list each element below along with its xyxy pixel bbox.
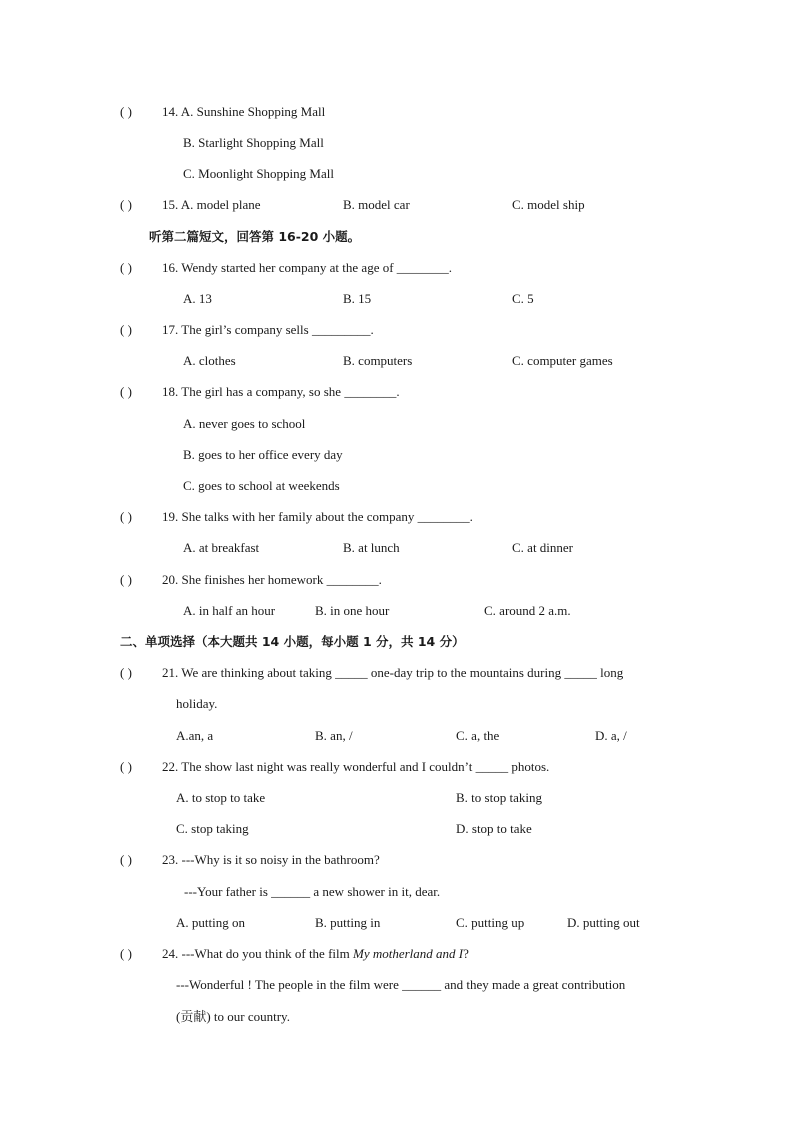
- answer-paren: ( ): [120, 759, 132, 774]
- question-21-stem-cont: holiday.: [176, 696, 218, 711]
- question-22-option-b: B. to stop taking: [456, 790, 542, 805]
- section-heading-listening-2: 听第二篇短文，回答第 16-20 小题。: [149, 229, 361, 244]
- question-22-option-a: A. to stop to take: [176, 790, 266, 805]
- question-23-stem: 23. ---Why is it so noisy in the bathroom?: [162, 852, 380, 867]
- question-19-option-a: A. at breakfast: [183, 540, 260, 555]
- question-18-stem: 18. The girl has a company, so she ________.: [162, 384, 400, 399]
- question-14-stem: 14. A. Sunshine Shopping Mall: [162, 104, 326, 119]
- question-24-reply: ---Wonderful ! The people in the film were ______ and they made a great contribution: [176, 977, 626, 992]
- question-24-stem-text: 24. ---What do you think of the film: [162, 946, 353, 961]
- question-16-option-c: C. 5: [512, 291, 534, 306]
- question-20-stem: 20. She finishes her homework ________.: [162, 572, 382, 587]
- question-18-option-b: B. goes to her office every day: [183, 447, 343, 462]
- question-22-stem: 22. The show last night was really wonderful and I couldn’t _____ photos.: [162, 759, 550, 774]
- section-heading-single-choice: 二、单项选择（本大题共 14 小题，每小题 1 分，共 14 分）: [120, 634, 465, 649]
- question-23-option-a: A. putting on: [176, 915, 245, 930]
- question-20-option-c: C. around 2 a.m.: [484, 603, 571, 618]
- answer-paren: ( ): [120, 665, 132, 680]
- answer-paren: ( ): [120, 384, 132, 399]
- question-16-option-a: A. 13: [183, 291, 212, 306]
- question-22-option-c: C. stop taking: [176, 821, 249, 836]
- question-16-stem: 16. Wendy started her company at the age of ________.: [162, 260, 453, 275]
- answer-paren: ( ): [120, 322, 132, 337]
- question-21-stem: 21. We are thinking about taking _____ one-day trip to the mountains during _____ long: [162, 665, 624, 680]
- question-mark: ?: [463, 946, 469, 961]
- answer-paren: ( ): [120, 852, 132, 867]
- question-23-option-c: C. putting up: [456, 915, 525, 930]
- question-15-stem: 15. A. model plane: [162, 197, 261, 212]
- question-24-stem: [162, 946, 469, 962]
- question-16-option-b: B. 15: [343, 291, 372, 306]
- question-24-reply-cont: (贡献) to our country.: [176, 1009, 290, 1024]
- answer-paren: ( ): [120, 509, 132, 524]
- question-15-option-b: B. model car: [343, 197, 410, 212]
- question-19-stem: 19. She talks with her family about the company ________.: [162, 509, 473, 524]
- question-14-option-c: C. Moonlight Shopping Mall: [183, 166, 334, 181]
- answer-paren: ( ): [120, 104, 132, 119]
- question-21-option-d: D. a, /: [595, 728, 627, 743]
- film-title: My motherland and I: [353, 946, 464, 961]
- answer-paren: ( ): [120, 946, 132, 961]
- question-20-option-a: A. in half an hour: [183, 603, 276, 618]
- question-23-reply: ---Your father is ______ a new shower in it, dear.: [184, 884, 441, 899]
- question-17-stem: 17. The girl’s company sells _________.: [162, 322, 374, 337]
- answer-paren: ( ): [120, 572, 132, 587]
- question-21-option-a: A.an, a: [176, 728, 214, 743]
- question-17-option-b: B. computers: [343, 353, 413, 368]
- question-20-option-b: B. in one hour: [315, 603, 390, 618]
- question-21-option-b: B. an, /: [315, 728, 353, 743]
- question-18-option-a: A. never goes to school: [183, 416, 306, 431]
- question-21-option-c: C. a, the: [456, 728, 500, 743]
- answer-paren: ( ): [120, 197, 132, 212]
- question-17-option-a: A. clothes: [183, 353, 236, 368]
- question-19-option-b: B. at lunch: [343, 540, 400, 555]
- question-17-option-c: C. computer games: [512, 353, 613, 368]
- question-23-option-b: B. putting in: [315, 915, 381, 930]
- answer-paren: ( ): [120, 260, 132, 275]
- question-19-option-c: C. at dinner: [512, 540, 574, 555]
- question-15-option-c: C. model ship: [512, 197, 585, 212]
- question-14-option-b: B. Starlight Shopping Mall: [183, 135, 324, 150]
- question-18-option-c: C. goes to school at weekends: [183, 478, 340, 493]
- question-22-option-d: D. stop to take: [456, 821, 532, 836]
- question-23-option-d: D. putting out: [567, 915, 640, 930]
